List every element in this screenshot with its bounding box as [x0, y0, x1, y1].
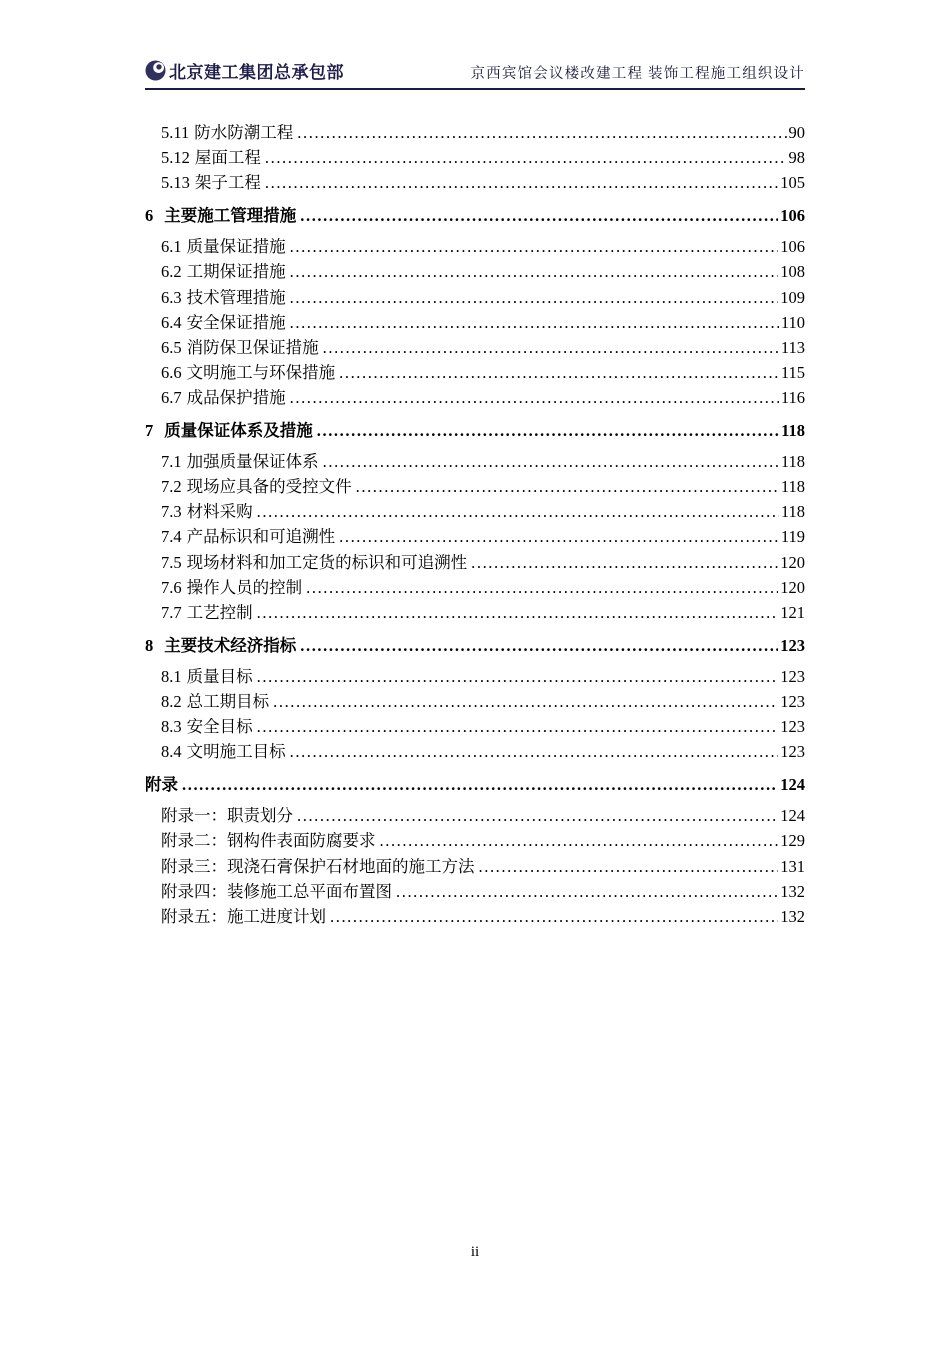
toc-entry[interactable]	[145, 259, 805, 284]
toc-leader-dots	[290, 739, 779, 764]
toc-entry-number: 5.13	[161, 173, 190, 193]
table-of-contents	[145, 90, 805, 929]
toc-entry[interactable]	[145, 120, 805, 145]
toc-entry-page: 132	[780, 906, 805, 926]
toc-entry-number: 7.5	[161, 552, 182, 572]
toc-entry-number: 8.4	[161, 742, 182, 762]
toc-entry[interactable]	[145, 234, 805, 259]
toc-leader-dots	[257, 664, 779, 689]
page-number: ii	[470, 1244, 480, 1260]
toc-entry-title: 加强质量保证体系	[186, 452, 319, 472]
toc-entry[interactable]	[145, 170, 805, 195]
toc-entry-page: 124	[780, 806, 805, 826]
toc-entry[interactable]	[145, 449, 805, 474]
toc-entry-title: 主要技术经济指标	[164, 635, 297, 655]
toc-entry[interactable]	[145, 714, 805, 739]
toc-entry-page: 123	[780, 635, 805, 655]
toc-entry-number: 6	[145, 206, 154, 226]
toc-entry-title: 屋面工程	[194, 148, 261, 168]
toc-entry-page: 106	[780, 237, 805, 257]
toc-leader-dots	[339, 360, 779, 385]
toc-entry-number: 7.4	[161, 527, 182, 547]
toc-entry[interactable]	[145, 418, 805, 443]
toc-entry-title: 技术管理措施	[186, 287, 286, 307]
toc-entry-title: 质量目标	[186, 666, 253, 686]
page-header	[145, 57, 805, 90]
toc-leader-dots	[356, 474, 779, 499]
toc-entry-number: 6.3	[161, 287, 182, 307]
toc-entry-page: 123	[780, 691, 805, 711]
toc-leader-dots	[339, 524, 779, 549]
toc-leader-dots	[300, 633, 778, 658]
toc-entry-number: 7.1	[161, 452, 182, 472]
toc-entry-number: 6.5	[161, 337, 182, 357]
toc-entry-page: 90	[788, 123, 805, 142]
toc-entry-title: 文明施工目标	[186, 742, 286, 762]
toc-entry-page: 120	[780, 552, 805, 572]
toc-entry-page: 118	[781, 421, 805, 441]
toc-leader-dots	[323, 449, 779, 474]
toc-entry-number: 7	[145, 421, 154, 441]
toc-entry[interactable]	[145, 854, 805, 879]
toc-entry[interactable]	[145, 772, 805, 797]
toc-entry-title: 产品标识和可追溯性	[186, 527, 336, 547]
toc-entry-page: 109	[780, 287, 805, 307]
toc-entry-page: 118	[780, 452, 805, 472]
toc-entry-page: 98	[788, 148, 805, 168]
toc-leader-dots	[306, 575, 778, 600]
toc-leader-dots	[290, 310, 779, 335]
toc-entry-page: 105	[780, 173, 805, 193]
toc-entry-page: 113	[780, 337, 805, 357]
toc-entry[interactable]	[145, 904, 805, 929]
toc-leader-dots	[273, 689, 778, 714]
toc-entry-title: 工艺控制	[186, 602, 253, 622]
toc-entry-title: 现场材料和加工定货的标识和可追溯性	[186, 552, 468, 572]
toc-entry-page: 131	[780, 856, 805, 876]
toc-entry-number: 8.2	[161, 691, 182, 711]
toc-entry[interactable]	[145, 499, 805, 524]
toc-entry[interactable]	[145, 739, 805, 764]
toc-entry-page: 121	[780, 602, 805, 622]
toc-entry-title: 成品保护措施	[186, 387, 286, 407]
toc-entry-title: 质量保证措施	[186, 237, 286, 257]
toc-entry-page: 110	[780, 312, 805, 332]
toc-entry-title: 工期保证措施	[186, 262, 286, 282]
toc-leader-dots	[290, 285, 779, 310]
toc-entry-title: 防水防潮工程	[194, 123, 294, 142]
toc-leader-dots	[380, 828, 779, 853]
toc-entry-number: 6.1	[161, 237, 182, 257]
toc-entry-title: 安全目标	[186, 717, 253, 737]
toc-leader-dots	[257, 499, 779, 524]
toc-leader-dots	[257, 714, 779, 739]
page-footer	[145, 1244, 805, 1261]
toc-entry-number: 5.12	[161, 148, 190, 168]
header-company-block	[145, 58, 344, 83]
toc-entry[interactable]	[145, 575, 805, 600]
toc-entry-title: 文明施工与环保措施	[186, 362, 336, 382]
toc-leader-dots	[290, 385, 779, 410]
toc-entry[interactable]	[145, 360, 805, 385]
toc-entry-title: 附录五：施工进度计划	[161, 906, 326, 926]
toc-entry[interactable]	[145, 803, 805, 828]
toc-entry[interactable]	[145, 600, 805, 625]
toc-entry-page: 115	[780, 362, 805, 382]
toc-entry-number: 8.3	[161, 717, 182, 737]
toc-leader-dots	[257, 600, 779, 625]
toc-leader-dots	[297, 803, 778, 828]
toc-entry[interactable]	[145, 335, 805, 360]
toc-entry[interactable]	[145, 524, 805, 549]
toc-entry-page: 123	[780, 717, 805, 737]
toc-entry[interactable]	[145, 633, 805, 658]
toc-entry-number: 8	[145, 635, 154, 655]
toc-entry-number: 6.6	[161, 362, 182, 382]
toc-leader-dots	[323, 335, 779, 360]
toc-entry-title: 附录一：职责划分	[161, 806, 293, 826]
toc-leader-dots	[471, 550, 778, 575]
toc-entry-title: 附录	[145, 775, 178, 795]
toc-entry-number: 7.7	[161, 602, 182, 622]
toc-entry[interactable]	[145, 145, 805, 170]
toc-entry-page: 132	[780, 881, 805, 901]
toc-entry-page: 108	[780, 262, 805, 282]
toc-entry-title: 附录四：装修施工总平面布置图	[161, 881, 392, 901]
toc-entry-number: 6.2	[161, 262, 182, 282]
toc-leader-dots	[182, 772, 778, 797]
toc-entry-title: 消防保卫保证措施	[186, 337, 319, 357]
toc-entry-page: 123	[780, 742, 805, 762]
toc-entry[interactable]	[145, 828, 805, 853]
toc-entry-title: 操作人员的控制	[186, 577, 303, 597]
toc-entry-number: 7.2	[161, 477, 182, 497]
toc-entry-title: 质量保证体系及措施	[164, 421, 313, 441]
toc-entry-title: 主要施工管理措施	[164, 206, 297, 226]
toc-entry-title: 附录三：现浇石膏保护石材地面的施工方法	[161, 856, 475, 876]
toc-entry[interactable]	[145, 285, 805, 310]
toc-entry[interactable]	[145, 664, 805, 689]
toc-entry-page: 106	[780, 206, 805, 226]
toc-entry-title: 安全保证措施	[186, 312, 286, 332]
toc-leader-dots	[265, 145, 787, 170]
toc-entry-page: 116	[780, 387, 805, 407]
toc-entry-number: 7.3	[161, 502, 182, 522]
toc-entry-page: 124	[780, 775, 805, 795]
toc-entry-title: 架子工程	[194, 173, 261, 193]
toc-entry-number: 7.6	[161, 577, 182, 597]
toc-entry-page: 123	[780, 666, 805, 686]
toc-entry-title: 现场应具备的受控文件	[186, 477, 352, 497]
toc-leader-dots	[290, 234, 779, 259]
toc-entry-page: 118	[780, 477, 805, 497]
toc-entry[interactable]	[145, 879, 805, 904]
toc-entry[interactable]	[145, 474, 805, 499]
toc-entry-page: 118	[780, 502, 805, 522]
company-name: 北京建工集团总承包部	[169, 63, 344, 82]
toc-entry[interactable]	[145, 550, 805, 575]
toc-entry-number: 5.11	[161, 123, 190, 142]
toc-entry-number: 6.7	[161, 387, 182, 407]
toc-entry-title: 总工期目标	[186, 691, 270, 711]
toc-leader-dots	[290, 259, 779, 284]
document-title: 京西宾馆会议楼改建工程 装饰工程施工组织设计	[470, 66, 805, 82]
toc-entry-page: 129	[780, 831, 805, 851]
toc-entry-page: 119	[780, 527, 805, 547]
toc-entry-page: 120	[780, 577, 805, 597]
toc-leader-dots	[317, 418, 779, 443]
toc-leader-dots	[300, 203, 778, 228]
toc-entry[interactable]	[145, 310, 805, 335]
toc-leader-dots	[297, 120, 786, 145]
toc-leader-dots	[265, 170, 778, 195]
toc-leader-dots	[396, 879, 778, 904]
toc-leader-dots	[330, 904, 778, 929]
toc-entry-number: 8.1	[161, 666, 182, 686]
toc-leader-dots	[479, 854, 779, 879]
toc-entry-number: 6.4	[161, 312, 182, 332]
company-logo-icon	[145, 60, 166, 81]
toc-entry[interactable]	[145, 689, 805, 714]
toc-entry-title: 材料采购	[186, 502, 253, 522]
toc-entry[interactable]	[145, 385, 805, 410]
toc-entry-title: 附录二：钢构件表面防腐要求	[161, 831, 376, 851]
toc-entry[interactable]	[145, 203, 805, 228]
